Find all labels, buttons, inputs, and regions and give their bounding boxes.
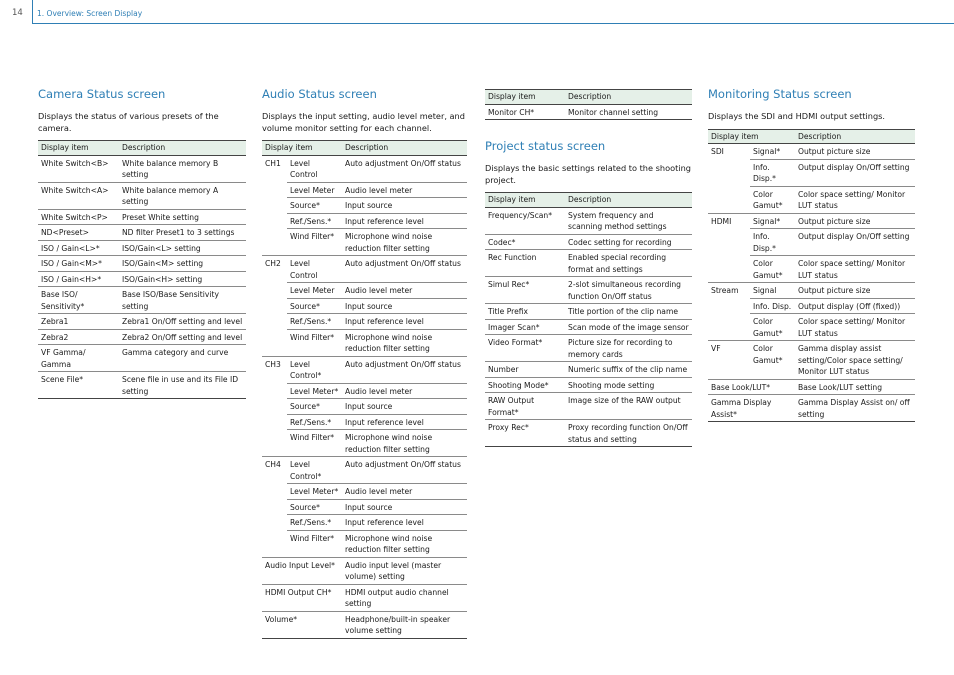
display-item-cell: HDMI Output CH*: [262, 584, 342, 611]
table-row: [262, 229, 467, 256]
table-row: [708, 213, 915, 229]
description-cell: Input source: [342, 399, 467, 415]
description-cell: Output display On/Off setting: [795, 229, 915, 256]
sub-item-cell: Level Control*: [287, 356, 342, 383]
description-cell: System frequency and scanning method settings: [565, 207, 692, 234]
table-row: [38, 256, 246, 272]
description-cell: White balance memory B setting: [119, 155, 246, 182]
project-column: [485, 89, 692, 447]
sub-item-cell: Signal: [750, 283, 795, 299]
description-cell: Input reference level: [342, 515, 467, 531]
audio-extra-rows: [262, 557, 467, 638]
description-cell: ISO/Gain<H> setting: [119, 271, 246, 287]
monitoring-status-section: [708, 86, 915, 422]
table-row: [485, 304, 692, 320]
audio-status-description: Displays the input setting, audio level meter, and volume monitor setting for each channel.: [262, 111, 465, 133]
header-description: Description: [565, 90, 692, 105]
sub-item-cell: Signal*: [750, 213, 795, 229]
group-label-cell: HDMI: [708, 213, 750, 283]
description-cell: Picture size for recording to memory cards: [565, 335, 692, 362]
group-label-cell: CH2: [262, 256, 287, 357]
table-row: [38, 271, 246, 287]
description-cell: Microphone wind noise reduction filter setting: [342, 530, 467, 557]
project-rows: [485, 207, 692, 447]
display-item-cell: ISO / Gain<H>*: [38, 271, 119, 287]
display-item-cell: Title Prefix: [485, 304, 565, 320]
display-item-cell: Zebra1: [38, 314, 119, 330]
table-row: [485, 335, 692, 362]
group-label-cell: CH4: [262, 457, 287, 558]
description-cell: ISO/Gain<L> setting: [119, 240, 246, 256]
display-item-cell: Number: [485, 362, 565, 378]
table-row: [262, 256, 467, 283]
table-row: [262, 530, 467, 557]
table-row: [38, 314, 246, 330]
display-item-cell: Monitor CH*: [485, 104, 565, 120]
description-cell: Codec setting for recording: [565, 234, 692, 250]
description-cell: Input reference level: [342, 213, 467, 229]
display-item-cell: VF Gamma/ Gamma: [38, 345, 119, 372]
description-cell: Input source: [342, 499, 467, 515]
table-row: [262, 457, 467, 484]
page-header: [0, 0, 954, 24]
description-cell: Title portion of the clip name: [565, 304, 692, 320]
display-item-cell: White Switch<B>: [38, 155, 119, 182]
description-cell: Output picture size: [795, 283, 915, 299]
display-item-cell: Simul Rec*: [485, 277, 565, 304]
display-item-cell: Video Format*: [485, 335, 565, 362]
sub-item-cell: Ref./Sens.*: [287, 314, 342, 330]
description-cell: Auto adjustment On/Off status: [342, 457, 467, 484]
display-item-cell: ISO / Gain<L>*: [38, 240, 119, 256]
header-divider: [32, 0, 33, 24]
description-cell: Audio level meter: [342, 182, 467, 198]
table-row: [38, 182, 246, 209]
audio-ch3-rows: [262, 356, 467, 457]
sub-item-cell: Level Meter: [287, 182, 342, 198]
sub-item-cell: Signal*: [750, 144, 795, 160]
sub-item-cell: Wind Filter*: [287, 430, 342, 457]
sub-item-cell: Info. Disp.*: [750, 229, 795, 256]
display-item-cell: Volume*: [262, 611, 342, 638]
monitoring-sdi-rows: [708, 144, 915, 214]
display-item-cell: White Switch<P>: [38, 209, 119, 225]
monitoring-status-title: Monitoring Status screen: [708, 87, 852, 101]
sub-item-cell: Source*: [287, 298, 342, 314]
description-cell: Gamma Display Assist on/ off setting: [795, 395, 915, 422]
audio-status-table: [262, 140, 467, 639]
table-row: [38, 329, 246, 345]
display-item-cell: White Switch<A>: [38, 182, 119, 209]
display-item-cell: Rec Function: [485, 250, 565, 277]
sub-item-cell: Level Control: [287, 256, 342, 283]
table-row: [485, 420, 692, 447]
table-row: [485, 377, 692, 393]
sub-item-cell: Level Meter: [287, 283, 342, 299]
table-row: [485, 277, 692, 304]
table-header-row: [708, 129, 915, 144]
group-label-cell: VF: [708, 341, 750, 380]
description-cell: Gamma display assist setting/Color space setting/ Monitor LUT status: [795, 341, 915, 380]
display-item-cell: Codec*: [485, 234, 565, 250]
description-cell: Output picture size: [795, 144, 915, 160]
description-cell: Auto adjustment On/Off status: [342, 256, 467, 283]
monitoring-status-description: Displays the SDI and HDMI output settings.: [708, 111, 886, 121]
group-label-cell: Stream: [708, 283, 750, 341]
display-item-cell: ND<Preset>: [38, 225, 119, 241]
sub-item-cell: Color Gamut*: [750, 256, 795, 283]
description-cell: HDMI output audio channel setting: [342, 584, 467, 611]
display-item-cell: Shooting Mode*: [485, 377, 565, 393]
header-rule: [32, 23, 954, 24]
audio-status-section: [262, 86, 467, 639]
group-label-cell: CH3: [262, 356, 287, 457]
description-cell: Monitor channel setting: [565, 104, 692, 120]
description-cell: Auto adjustment On/Off status: [342, 356, 467, 383]
sub-item-cell: Level Control: [287, 155, 342, 182]
description-cell: ND filter Preset1 to 3 settings: [119, 225, 246, 241]
table-row: [262, 515, 467, 531]
project-status-table: [485, 192, 692, 447]
header-display-item: Display item: [38, 141, 119, 156]
monitor-ch-table: [485, 89, 692, 120]
sub-item-cell: Wind Filter*: [287, 329, 342, 356]
table-row: [262, 484, 467, 500]
description-cell: Audio level meter: [342, 484, 467, 500]
table-row: [708, 283, 915, 299]
table-header-row: [38, 141, 246, 156]
description-cell: Audio level meter: [342, 283, 467, 299]
display-item-cell: Frequency/Scan*: [485, 207, 565, 234]
table-row: [708, 395, 915, 422]
sub-item-cell: Wind Filter*: [287, 229, 342, 256]
description-cell: Base Look/LUT setting: [795, 379, 915, 395]
description-cell: Output display On/Off setting: [795, 159, 915, 186]
chapter-title: 1. Overview: Screen Display: [37, 9, 143, 18]
group-label-cell: CH1: [262, 155, 287, 256]
display-item-cell: Base Look/LUT*: [708, 379, 795, 395]
monitoring-extra-rows: [708, 379, 915, 422]
table-row: [262, 356, 467, 383]
display-item-cell: ISO / Gain<M>*: [38, 256, 119, 272]
description-cell: Color space setting/ Monitor LUT status: [795, 314, 915, 341]
header-description: Description: [795, 129, 915, 144]
table-row: [262, 213, 467, 229]
header-description: Description: [119, 141, 246, 156]
group-label-cell: SDI: [708, 144, 750, 214]
sub-item-cell: Level Meter*: [287, 383, 342, 399]
table-row: [485, 234, 692, 250]
camera-status-table: [38, 140, 246, 399]
table-row: [262, 198, 467, 214]
table-row: [262, 430, 467, 457]
table-row: [708, 144, 915, 160]
audio-ch2-rows: [262, 256, 467, 357]
description-cell: White balance memory A setting: [119, 182, 246, 209]
display-item-cell: Proxy Rec*: [485, 420, 565, 447]
table-row: [38, 155, 246, 182]
description-cell: Color space setting/ Monitor LUT status: [795, 186, 915, 213]
description-cell: Microphone wind noise reduction filter setting: [342, 229, 467, 256]
audio-status-title: Audio Status screen: [262, 87, 377, 101]
table-row: [38, 345, 246, 372]
header-description: Description: [342, 141, 467, 156]
description-cell: Input reference level: [342, 314, 467, 330]
table-row: [38, 287, 246, 314]
sub-item-cell: Ref./Sens.*: [287, 515, 342, 531]
sub-item-cell: Source*: [287, 198, 342, 214]
table-row: [262, 399, 467, 415]
table-row: [485, 319, 692, 335]
sub-item-cell: Ref./Sens.*: [287, 213, 342, 229]
sub-item-cell: Ref./Sens.*: [287, 414, 342, 430]
table-row: [38, 209, 246, 225]
table-header-row: [485, 90, 692, 105]
description-cell: Numeric suffix of the clip name: [565, 362, 692, 378]
sub-item-cell: Info. Disp.*: [750, 159, 795, 186]
description-cell: Microphone wind noise reduction filter setting: [342, 329, 467, 356]
description-cell: Enabled special recording format and settings: [565, 250, 692, 277]
header-display-item: Display item: [708, 129, 795, 144]
table-row: [485, 104, 692, 120]
table-row: [38, 225, 246, 241]
monitoring-status-table: [708, 129, 915, 423]
header-display-item: Display item: [485, 193, 565, 208]
sub-item-cell: Color Gamut*: [750, 341, 795, 380]
sub-item-cell: Level Control*: [287, 457, 342, 484]
display-item-cell: RAW Output Format*: [485, 393, 565, 420]
description-cell: Audio level meter: [342, 383, 467, 399]
description-cell: Proxy recording function On/Off status and setting: [565, 420, 692, 447]
table-row: [38, 240, 246, 256]
table-header-row: [485, 193, 692, 208]
table-row: [262, 557, 467, 584]
display-item-cell: Gamma Display Assist*: [708, 395, 795, 422]
description-cell: Audio input level (master volume) setting: [342, 557, 467, 584]
camera-status-section: [38, 86, 246, 399]
table-row: [262, 329, 467, 356]
sub-item-cell: Level Meter*: [287, 484, 342, 500]
header-display-item: Display item: [262, 141, 342, 156]
table-row: [262, 584, 467, 611]
display-item-cell: Audio Input Level*: [262, 557, 342, 584]
table-row: [38, 372, 246, 399]
table-row: [485, 362, 692, 378]
page-number: 14: [12, 8, 23, 18]
description-cell: Shooting mode setting: [565, 377, 692, 393]
description-cell: Preset White setting: [119, 209, 246, 225]
description-cell: 2-slot simultaneous recording function On/Off status: [565, 277, 692, 304]
monitor-ch-rows: [485, 104, 692, 120]
table-row: [485, 250, 692, 277]
description-cell: Output picture size: [795, 213, 915, 229]
description-cell: Color space setting/ Monitor LUT status: [795, 256, 915, 283]
monitoring-hdmi-rows: [708, 213, 915, 283]
description-cell: Base ISO/Base Sensitivity setting: [119, 287, 246, 314]
description-cell: Gamma category and curve: [119, 345, 246, 372]
sub-item-cell: Source*: [287, 499, 342, 515]
description-cell: Image size of the RAW output: [565, 393, 692, 420]
display-item-cell: Base ISO/ Sensitivity*: [38, 287, 119, 314]
sub-item-cell: Color Gamut*: [750, 314, 795, 341]
description-cell: Output display (Off (fixed)): [795, 298, 915, 314]
table-row: [708, 379, 915, 395]
table-row: [262, 182, 467, 198]
description-cell: Input source: [342, 298, 467, 314]
table-row: [262, 298, 467, 314]
description-cell: Microphone wind noise reduction filter setting: [342, 430, 467, 457]
project-status-title: Project status screen: [485, 139, 606, 153]
description-cell: Scene file in use and its File ID setting: [119, 372, 246, 399]
sub-item-cell: Wind Filter*: [287, 530, 342, 557]
table-row: [485, 207, 692, 234]
table-row: [262, 314, 467, 330]
camera-status-description: Displays the status of various presets of the camera.: [38, 111, 219, 133]
table-row: [262, 499, 467, 515]
table-header-row: [262, 141, 467, 156]
description-cell: Input source: [342, 198, 467, 214]
monitoring-stream-rows: [708, 283, 915, 341]
description-cell: Zebra2 On/Off setting and level: [119, 329, 246, 345]
description-cell: Auto adjustment On/Off status: [342, 155, 467, 182]
header-description: Description: [565, 193, 692, 208]
description-cell: ISO/Gain<M> setting: [119, 256, 246, 272]
header-display-item: Display item: [485, 90, 565, 105]
audio-ch1-rows: [262, 155, 467, 256]
camera-rows: [38, 155, 246, 399]
table-row: [262, 383, 467, 399]
description-cell: Headphone/built-in speaker volume setting: [342, 611, 467, 638]
description-cell: Zebra1 On/Off setting and level: [119, 314, 246, 330]
audio-ch4-rows: [262, 457, 467, 558]
display-item-cell: Imager Scan*: [485, 319, 565, 335]
table-row: [485, 393, 692, 420]
display-item-cell: Zebra2: [38, 329, 119, 345]
sub-item-cell: Color Gamut*: [750, 186, 795, 213]
camera-status-title: Camera Status screen: [38, 87, 166, 101]
project-status-description: Displays the basic settings related to the shooting project.: [485, 163, 691, 185]
table-row: [262, 414, 467, 430]
sub-item-cell: Info. Disp.: [750, 298, 795, 314]
display-item-cell: Scene File*: [38, 372, 119, 399]
table-row: [262, 155, 467, 182]
monitoring-vf-rows: [708, 341, 915, 380]
table-row: [262, 611, 467, 638]
table-row: [708, 341, 915, 380]
description-cell: Scan mode of the image sensor: [565, 319, 692, 335]
table-row: [262, 283, 467, 299]
description-cell: Input reference level: [342, 414, 467, 430]
sub-item-cell: Source*: [287, 399, 342, 415]
